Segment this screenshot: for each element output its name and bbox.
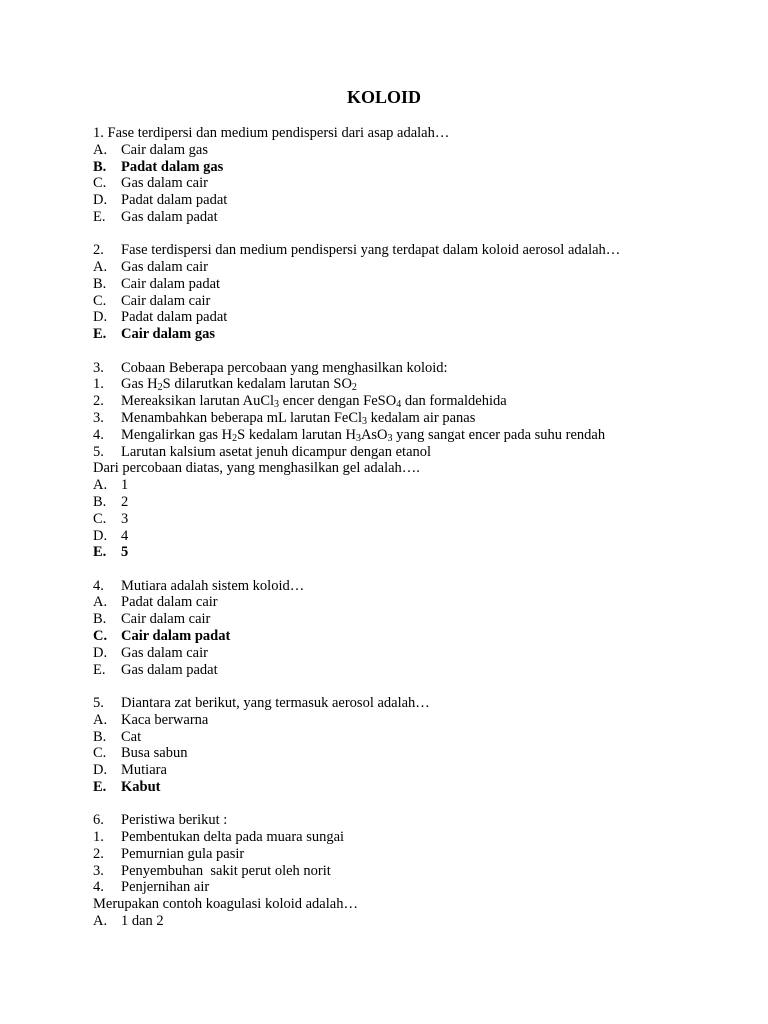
option-c: C. Busa sabun [93, 745, 188, 762]
option-e-answer: E. Cair dalam gas [93, 326, 215, 343]
option-a: A. Padat dalam cair [93, 594, 218, 611]
option-e-answer: E. 5 [93, 544, 129, 561]
option-b-answer: B. Padat dalam gas [93, 158, 224, 175]
option-b: B. Cair dalam cair [93, 611, 211, 628]
list-item: 1. Pembentukan delta pada muara sungai [93, 828, 345, 845]
list-item: 3. Penyembuhan sakit perut oleh norit [93, 862, 331, 879]
list-item: 2. Mereaksikan larutan AuCl$_3$ encer dengan FeSO$_4$ dan formaldehida [93, 393, 507, 411]
list-item: 1. Gas $H_2S$ dilarutkan kedalam larutan $SO_2$ [93, 376, 357, 394]
question-5 [93, 695, 733, 796]
option-d: D. Padat dalam padat [93, 309, 228, 326]
option-c: C. 3 [93, 510, 129, 527]
option-e-answer: E. Kabut [93, 778, 161, 795]
list-item: 2. Pemurnian gula pasir [93, 845, 245, 862]
question-3 [93, 360, 733, 562]
option-a: A. Kaca berwarna [93, 711, 209, 728]
question-prompt: Merupakan contoh koagulasi koloid adalah… [93, 896, 358, 913]
question-prompt: Dari percobaan diatas, yang menghasilkan gel adalah…. [93, 460, 420, 477]
question-stem: 3. Cobaan Beberapa percobaan yang menghasilkan koloid: [93, 359, 448, 376]
option-a: A. Gas dalam cair [93, 259, 208, 276]
option-d: D. 4 [93, 527, 129, 544]
option-b: B. Cat [93, 728, 142, 745]
option-e: E. Gas dalam padat [93, 661, 218, 678]
question-stem: 1. Fase terdipersi dan medium pendispersi dari asap adalah… [93, 125, 450, 141]
option-a: A. 1 dan 2 [93, 912, 164, 929]
question-stem: 5. Diantara zat berikut, yang termasuk aerosol adalah… [93, 694, 430, 711]
question-6 [93, 812, 733, 930]
option-c: C. Gas dalam cair [93, 175, 208, 192]
option-a: A. Cair dalam gas [93, 141, 208, 158]
list-item: 5. Larutan kalsium asetat jenuh dicampur dengan etanol [93, 443, 432, 460]
option-a: A. 1 [93, 477, 129, 494]
option-b: B. Cair dalam padat [93, 275, 221, 292]
option-e: E. Gas dalam padat [93, 208, 218, 225]
question-4 [93, 578, 733, 679]
question-stem: 4. Mutiara adalah sistem koloid… [93, 577, 305, 594]
list-item: 3. Menambahkan beberapa mL larutan FeCl$_3$ kedalam air panas [93, 409, 476, 427]
option-d: D. Padat dalam padat [93, 192, 228, 209]
list-item: 4. Mengalirkan gas $H_2S$ kedalam larutan $H_3AsO_3$ yang sangat encer pada suhu rendah [93, 426, 606, 444]
question-list [93, 125, 733, 946]
option-c: C. Cair dalam cair [93, 292, 211, 309]
question-stem: 2. Fase terdispersi dan medium pendispersi yang terdapat dalam koloid aerosol adalah… [93, 242, 621, 259]
question-stem: 6. Peristiwa berikut : [93, 812, 228, 829]
option-c-answer: C. Cair dalam padat [93, 628, 231, 645]
list-item: 4. Penjernihan air [93, 879, 210, 896]
question-1 [93, 125, 733, 226]
option-d: D. Gas dalam cair [93, 644, 208, 661]
question-2 [93, 242, 733, 343]
option-d: D. Mutiara [93, 762, 167, 779]
page-title: KOLOID [346, 87, 421, 107]
option-b: B. 2 [93, 493, 129, 510]
